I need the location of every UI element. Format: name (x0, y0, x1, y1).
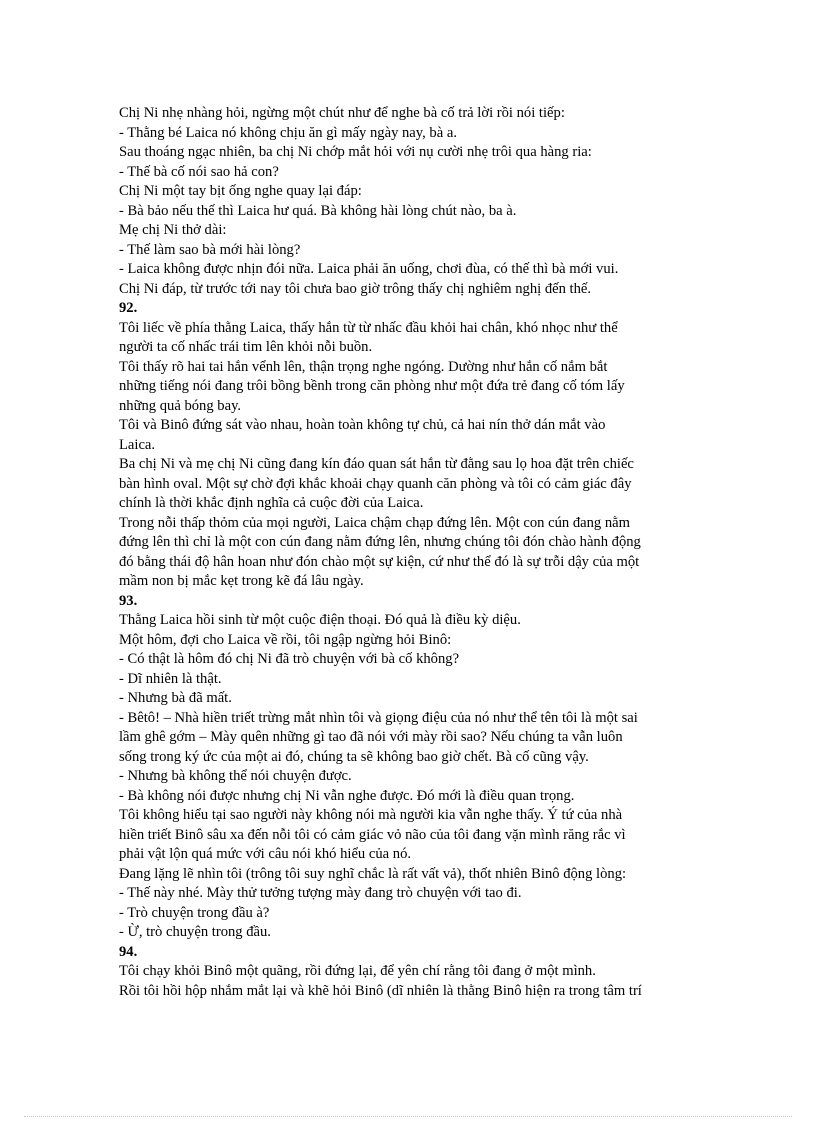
text-line: Tôi không hiểu tại sao người này không nói mà người kia vẫn nghe thấy. Ý tứ của nhà (119, 807, 623, 823)
text-line: Tôi liếc về phía thằng Laica, thấy hắn từ từ nhấc đầu khỏi hai chân, khó nhọc như thể (119, 319, 618, 336)
text-line: phải vật lộn quá mức với câu nói khó hiểu của nó. (119, 846, 412, 862)
text-line: Chị Ni nhẹ nhàng hỏi, ngừng một chút như để nghe bà cố trả lời rồi nói tiếp: (119, 105, 565, 121)
text-line: Một hôm, đợi cho Laica về rồi, tôi ngập ngừng hỏi Binô: (119, 631, 452, 648)
text-line: Mẹ chị Ni thở dài: (119, 222, 227, 238)
text-line: lầm ghê gớm – Mày quên những gì tao đã nói với mày rồi sao? Nếu chúng ta vẫn luôn (119, 729, 623, 745)
text-line: đó bằng thái độ hân hoan như đón chào một sự kiện, cứ như thể đó là sự trỗi dậy của một (119, 553, 640, 570)
text-line: Chị Ni đáp, từ trước tới nay tôi chưa bao giờ trông thấy chị nghiêm nghị đến thế. (119, 280, 592, 297)
text-line: Ba chị Ni và mẹ chị Ni cũng đang kín đáo quan sát hắn từ đằng sau lọ hoa đặt trên chiếc (119, 456, 634, 472)
section-number: 92. (119, 300, 138, 316)
text-line: - Trò chuyện trong đầu à? (119, 904, 270, 921)
text-line: những quả bóng bay. (119, 397, 242, 414)
text-line: đứng lên thì chỉ là một con cún đang nằm đứng lên, nhưng chúng tôi đón chào hành động (119, 534, 641, 550)
text-line: - Thế làm sao bà mới hài lòng? (119, 241, 301, 258)
text-line: Sau thoáng ngạc nhiên, ba chị Ni chớp mắt hỏi với nụ cười nhẹ trôi qua hàng ria: (119, 144, 592, 160)
text-line: - Bêtô! – Nhà hiền triết trừng mắt nhìn tôi và giọng điệu của nó như thể tên tôi là một sai (119, 709, 638, 726)
document-page (119, 104, 699, 1001)
text-line: - Ừ, trò chuyện trong đầu. (119, 924, 271, 940)
text-line: Thằng Laica hồi sinh từ một cuộc điện thoại. Đó quả là điều kỳ diệu. (119, 612, 521, 628)
section-number: 93. (119, 592, 138, 609)
text-line: - Nhưng bà không thể nói chuyện được. (119, 768, 352, 784)
text-line: Tôi chạy khỏi Binô một quãng, rồi đứng lại, để yên chí rằng tôi đang ở một mình. (119, 963, 596, 979)
text-line: - Bà không nói được nhưng chị Ni vẫn nghe được. Đó mới là điều quan trọng. (119, 787, 575, 804)
text-line: - Có thật là hôm đó chị Ni đã trò chuyện với bà cố không? (119, 651, 460, 667)
text-line: - Bà bảo nếu thế thì Laica hư quá. Bà không hài lòng chút nào, ba à. (119, 202, 517, 219)
text-line: Rồi tôi hồi hộp nhắm mắt lại và khẽ hỏi Binô (dĩ nhiên là thằng Binô hiện ra trong tâm trí (119, 982, 642, 999)
text-line: - Laica không được nhịn đói nữa. Laica phải ăn uống, chơi đùa, có thế thì bà mới vui. (119, 261, 619, 277)
text-line: - Dĩ nhiên là thật. (119, 670, 222, 687)
text-line: sống trong ký ức của một ai đó, chúng ta sẽ không bao giờ chết. Bà cố cũng vậy. (119, 748, 589, 765)
text-line: Laica. (119, 436, 156, 453)
text-line: người ta cố nhấc trái tim lên khỏi nỗi buồn. (119, 339, 373, 355)
text-line: Tôi và Binô đứng sát vào nhau, hoàn toàn không tự chủ, cả hai nín thở dán mắt vào (119, 417, 606, 433)
text-line: bàn hình oval. Một sự chờ đợi khắc khoải chạy quanh căn phòng và tôi có cảm giác đây (119, 475, 632, 492)
text-line: Tôi thấy rõ hai tai hắn vểnh lên, thận trọng nghe ngóng. Dường như hắn cố nắm bắt (119, 358, 608, 375)
text-line: - Thế này nhé. Mày thử tưởng tượng mày đang trò chuyện với tao đi. (119, 885, 522, 901)
text-line: Chị Ni một tay bịt ống nghe quay lại đáp: (119, 183, 362, 199)
section-number: 94. (119, 943, 138, 960)
text-line: chính là thời khắc định nghĩa cả cuộc đời của Laica. (119, 495, 424, 511)
text-line: - Thế bà cố nói sao hả con? (119, 163, 279, 180)
text-line: Đang lặng lẽ nhìn tôi (trông tôi suy nghĩ chắc là rất vất vả), thốt nhiên Binô động lòng: (119, 865, 627, 882)
text-line: những tiếng nói đang trôi bồng bềnh trong căn phòng như một đứa trẻ đang cố tóm lấy (119, 378, 625, 394)
text-line: mầm non bị mắc kẹt trong kẽ đá lâu ngày. (119, 573, 364, 589)
page-bottom-divider (24, 1116, 792, 1117)
text-line: Trong nỗi thấp thỏm của mọi người, Laica chậm chạp đứng lên. Một con cún đang nằm (119, 514, 630, 531)
text-line: hiền triết Binô sâu xa đến nỗi tôi có cảm giác vỏ não của tôi đang vặn mình răng rắc vì (119, 826, 626, 843)
text-line: - Nhưng bà đã mất. (119, 690, 232, 706)
text-line: - Thằng bé Laica nó không chịu ăn gì mấy ngày nay, bà a. (119, 124, 457, 141)
